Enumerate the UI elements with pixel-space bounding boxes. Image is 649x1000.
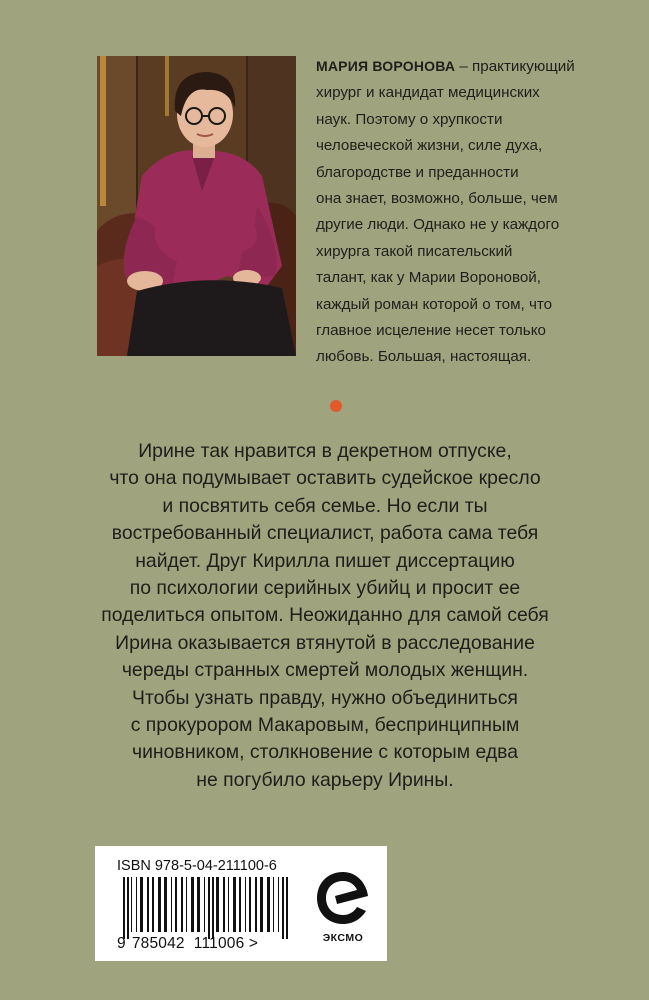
isbn-label: ISBN 978-5-04-211100-6: [117, 858, 277, 874]
barcode-bar: [131, 877, 132, 932]
barcode-bar: [233, 877, 236, 932]
barcode-bar: [216, 877, 219, 932]
blurb-line: поделиться опытом. Неожиданно для самой себя: [101, 604, 549, 627]
barcode-bar: [228, 877, 229, 932]
blurb-line: чиновником, столкновение с которым едва: [131, 741, 518, 764]
barcode-bar: [239, 877, 241, 932]
blurb-line: найдет. Друг Кирилла пишет диссертацию: [135, 549, 515, 572]
barcode-bar: [152, 877, 154, 932]
barcode-bar: [164, 877, 167, 932]
barcode-digit-first: 9: [117, 935, 126, 952]
barcode-bar: [197, 877, 200, 932]
barcode-bar: [158, 877, 161, 932]
author-bio-line: благородстве и преданности: [316, 163, 519, 181]
accent-dot: [330, 400, 342, 412]
author-portrait-illustration: [97, 56, 296, 356]
blurb-line: Ирина оказывается втянутой в расследование: [115, 631, 535, 654]
barcode-bar: [282, 877, 284, 939]
author-bio-line: главное исцеление несет только: [316, 322, 546, 340]
barcode-digits-left: 785042: [131, 935, 185, 952]
barcode-bar: [223, 877, 225, 932]
blurb-line: череды странных смертей молодых женщин.: [121, 659, 529, 682]
blurb-line: не погубило карьеру Ирины.: [196, 768, 454, 791]
author-bio-line: другие люди. Однако не у каждого: [316, 216, 560, 234]
author-bio: [316, 53, 616, 371]
barcode-bar: [123, 877, 125, 939]
barcode-bar: [286, 877, 288, 939]
barcode-bar: [255, 877, 257, 932]
barcode-digits: [117, 935, 258, 953]
barcode-bar: [186, 877, 187, 932]
barcode-bar: [136, 877, 137, 932]
blurb-line: Ирине так нравится в декретном отпуске,: [138, 440, 512, 462]
author-name: МАРИЯ ВОРОНОВА: [316, 58, 456, 74]
barcode-bar: [249, 877, 251, 932]
blurb-line: востребованный специалист, работа сама тебя: [111, 522, 539, 545]
author-bio-line: талант, как у Марии Вороновой,: [316, 269, 541, 287]
barcode-bar: [204, 877, 205, 932]
barcode-bar: [175, 877, 177, 932]
barcode-bar: [273, 877, 274, 932]
eksmo-logo-icon: [313, 868, 373, 942]
author-bio-line: человеческой жизни, силе духа,: [316, 137, 543, 155]
blurb-line: по психологии серийных убийц и просит ее: [129, 577, 521, 600]
barcode-bar: [147, 877, 149, 932]
barcode-bar: [267, 877, 270, 932]
author-bio-line: каждый роман которой о том, что: [316, 295, 553, 313]
blurb-line: и посвятить себя семье. Но если ты: [162, 494, 488, 517]
blurb-line: с прокурором Макаровым, беспринципным: [130, 714, 520, 737]
barcode-bar: [278, 877, 279, 932]
barcode-bar: [260, 877, 263, 932]
author-bio-line: хирург и кандидат медицинских: [316, 84, 540, 102]
publisher-name: ЭКСМО: [322, 932, 364, 944]
author-bio-line: она знает, возможно, больше, чем: [316, 190, 558, 208]
barcode-bar: [191, 877, 194, 932]
barcode-bar: [212, 877, 214, 939]
barcode-bar: [127, 877, 129, 939]
blurb-line: что она подумывает оставить судейское кресло: [109, 467, 541, 490]
barcode-bar: [245, 877, 246, 932]
barcode-bar: [171, 877, 172, 932]
author-bio-line: – практикующий: [455, 58, 575, 75]
author-bio-line: хирурга такой писательский: [316, 242, 513, 260]
author-photo: [97, 56, 296, 356]
book-blurb: [70, 438, 580, 794]
barcode-bar: [140, 877, 143, 932]
blurb-line: Чтобы узнать правду, нужно объединиться: [132, 686, 518, 709]
barcode-bar: [208, 877, 210, 939]
author-bio-line: наук. Поэтому о хрупкости: [316, 110, 503, 128]
barcode-bar: [181, 877, 183, 932]
barcode-digit-end: >: [248, 935, 259, 952]
author-bio-line: любовь. Большая, настоящая.: [316, 348, 532, 366]
barcode-digits-right: 111006: [193, 935, 245, 952]
